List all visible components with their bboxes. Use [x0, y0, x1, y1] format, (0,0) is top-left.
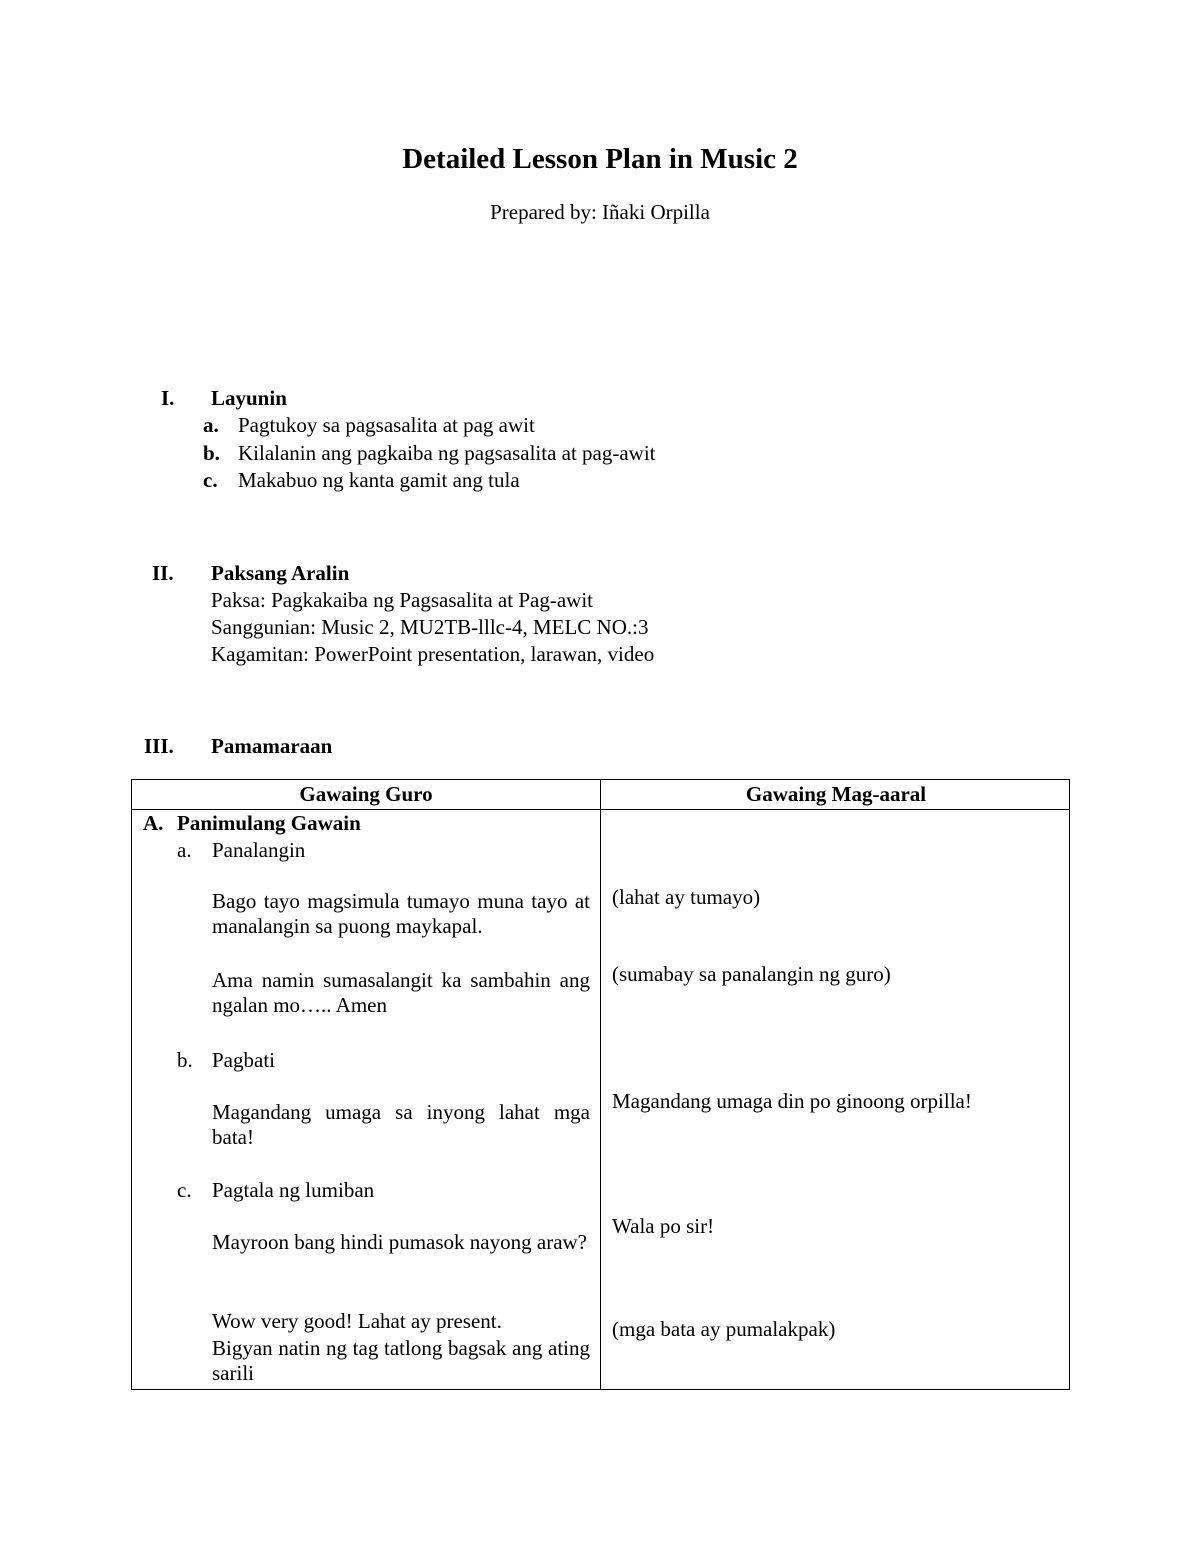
- procedure-table: [131, 779, 1070, 1390]
- student-response: Wala po sir!: [612, 1214, 715, 1238]
- objective-item: Kilalanin ang pagkaiba ng pagsasalita at pag-awit: [238, 441, 656, 465]
- student-response: (mga bata ay pumalakpak): [612, 1317, 836, 1341]
- teacher-text: Magandang umaga sa inyong lahat mga bata!: [212, 1100, 590, 1149]
- reference-line: Sanggunian: Music 2, MU2TB-lllc-4, MELC NO.:3: [211, 615, 649, 639]
- teacher-text: Ama namin sumasalangit ka sambahin ang ngalan mo….. Amen: [212, 968, 590, 1017]
- teacher-text: Mayroon bang hindi pumasok nayong araw?: [212, 1230, 587, 1254]
- topic-line: Paksa: Pagkakaiba ng Pagsasalita at Pag-awit: [211, 588, 593, 612]
- materials-line: Kagamitan: PowerPoint presentation, larawan, video: [211, 642, 655, 666]
- prepared-by: Prepared by: Iñaki Orpilla: [490, 200, 710, 224]
- section-title-paksang-aralin: Paksang Aralin: [211, 561, 350, 585]
- item-label: Panalangin: [212, 838, 306, 862]
- student-response: (lahat ay tumayo): [612, 885, 761, 909]
- item-label: Pagbati: [212, 1048, 275, 1072]
- item-letter: c.: [177, 1178, 192, 1202]
- objective-letter: c.: [203, 468, 218, 492]
- item-letter: a.: [177, 838, 192, 862]
- section-title-layunin: Layunin: [211, 386, 287, 410]
- section-number: I.: [161, 386, 175, 410]
- header-student-activity: Gawaing Mag-aaral: [745, 782, 927, 806]
- teacher-text: Bigyan natin ng tag tatlong bagsak ang ating sarili: [212, 1336, 590, 1385]
- objective-letter: a.: [203, 413, 219, 437]
- table-column-divider: [600, 780, 601, 1389]
- table-header-divider: [132, 809, 1069, 810]
- teacher-text: Bago tayo magsimula tumayo muna tayo at manalangin sa puong maykapal.: [212, 889, 590, 938]
- part-title: Panimulang Gawain: [177, 811, 361, 835]
- teacher-text: Wow very good! Lahat ay present.: [212, 1309, 502, 1333]
- part-letter: A.: [143, 811, 164, 835]
- student-response: Magandang umaga din po ginoong orpilla!: [612, 1089, 972, 1113]
- objective-letter: b.: [203, 441, 220, 465]
- section-number: III.: [144, 734, 174, 758]
- section-number: II.: [152, 561, 174, 585]
- document-title: Detailed Lesson Plan in Music 2: [402, 143, 798, 175]
- item-letter: b.: [177, 1048, 193, 1072]
- item-label: Pagtala ng lumiban: [212, 1178, 375, 1202]
- objective-item: Makabuo ng kanta gamit ang tula: [238, 468, 520, 492]
- objective-item: Pagtukoy sa pagsasalita at pag awit: [238, 413, 535, 437]
- section-title-pamamaraan: Pamamaraan: [211, 734, 333, 758]
- student-response: (sumabay sa panalangin ng guro): [612, 962, 891, 986]
- header-teacher-activity: Gawaing Guro: [299, 782, 433, 806]
